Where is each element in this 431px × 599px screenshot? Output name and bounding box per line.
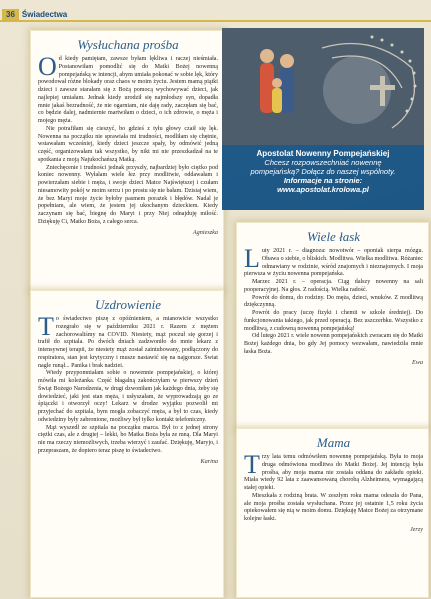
article-body: [38, 52, 218, 227]
paragraph: rzy lata temu odmówiłem nowennę pompejańską. Była to moja druga odmówiona modlitwa do Matki Bożej. Jej intencją była prośba, aby moja mama nie została oddana do zakładu opieki. Miała wtedy 92 lata z zaawansowaną chorobą Alzheimera, wymagającą stałej opieki.: [244, 454, 423, 491]
paragraph: Zniechęcenie i trudności jednak przyszły, najbardziej było ciężko pod koniec nowenny. Wyłalam wiele łez przy modlitwie, oddawałam i powierzałam siebie i męża, i swoje dzieci Matce Najświętszej i czułam niesamowity pokój w moim sercu i po prostu się nie bałam. Dzisiaj wiem, że bez Maryi moje życie byłoby pasmem porażek i błędów. Nadal je popełniam, ale wiem, że jestem jej ukochanym dzieckiem. Kiedy zaczynam się bać, biegnę do Maryi i przy Niej odnajduję miłość. Dziękuję Ci, Matko Boża, z całego serca.: [38, 164, 218, 225]
family-rosary-photo: [222, 28, 424, 145]
article-title: Mama: [316, 435, 351, 450]
advert-title: Apostolat Nowenny Pompejańskiej: [256, 149, 390, 158]
page-number: 36: [2, 9, 19, 20]
paragraph: Nie potrafiłam się cieszyć, bo gdzieś z tyłu głowy czaił się lęk. Nowenna na początku nie sprawiała mi trudności, modliłam się chętnie, wstawałam wcześniej, kiedy dzieci jeszcze spały, by odmówić jedną część, organizowałam tak wszystko, by nikt mi nie przeszkadzał na te spotkania z moją Najukochańszą Matką.: [38, 125, 218, 163]
page-header: [0, 8, 431, 20]
article-wiele-lask: [236, 222, 429, 430]
article-mama: [236, 428, 429, 598]
advert-text: Chcesz rozpowszechniać nowennę: [264, 158, 382, 167]
advert-info-label: Informacje na stronie:: [283, 176, 363, 185]
article-body: [38, 312, 218, 456]
paragraph: Mieszkała z rodziną brata. W zeszłym roku mama odeszła do Pana, ale moja prośba została wysłuchana. Przez jej ostatnie 1,5 roku życia opiekowałem się nią w moim domu. Dziękuję Matce Bożej za otrzymane kolejne łaski.: [244, 492, 423, 522]
signature: Karina: [200, 457, 218, 465]
paragraph: Powrót do domu, do rodziny. Do męża, dzieci, wnuków. Z modlitwą dziękczynną.: [244, 294, 423, 309]
signature: Agnieszka: [192, 228, 218, 236]
paragraph: o świadectwo piszę z opóźnieniem, a mianowicie wszystko rozegrało się w październiku 2021 r. Razem z mężem zachorowaliśmy na COVID. Niestety, mąż poczuł się gorzej i trafił do szpitala. Po dwóch dniach zadzwoniło do mnie lekarz z intensywnej terapii, że niestety mąż został zaintubowany, podłączony do respiratora, stan jest krytyczny i musze nastawić się na najgorsze. Świat nagle runął... Panika i brak nadziei.: [38, 316, 218, 369]
paragraph: Powrót do pracy (uczę fizyki i chemii w szkole średniej). Do funkcjonowania takiego, jak przed operacją. Bez uszczerbku. Wszystko z modlitwą, z cudowną nowenną pompejańską!: [244, 310, 423, 332]
article-title: Wiele łask: [306, 229, 361, 244]
article-body: [244, 450, 423, 524]
paragraph: d kiedy pamiętam, zawsze byłam lękliwa i raczej nieśmiała. Postanowiłam pomodlić się do Matki Bożej nowenną pompejańską w intencji, abym umiała pokonać w sobie lęk, który powodował różne blokady oraz chaos w moim życiu. Jestem mamą piątki dzieci i zawsze starałam się z Bożą pomocą wychowywać dzieci, jak najlepiej umiałam. Jednak kiedy urodził się najmłodszy syn, dopadła mnie jakaś bezradność, że nie ogarniam, nie daję rady, zaczęłam się bać, co będzie dalej, nadmiernie martwiłam o dzieci, o ich zdrowie, o męża i mojego męża.: [38, 56, 218, 124]
paragraph: Od lutego 2021 r. wiele nowenn pompejańskich zwracam się do Matki Bożej każdego dnia, bo gdy Jej pomocy wezwałam, nawiedziła mnie łaska Boża.: [244, 333, 423, 355]
paragraph: Mąż wyszedł ze szpitala na początku marca. Był to z jednej strony ciężki czas, ale z drugiej – lekki, bo Matka Boża była ze mną. Dla Maryi nie ma rzeczy niemożliwych, trzeba wierzyć i zaufać. Dziękuję, Maryjo, i przepraszam, że dopiero teraz piszę to świadectwo.: [38, 424, 218, 454]
header-divider: [0, 20, 431, 22]
drop-cap: T: [38, 312, 54, 341]
paragraph: Wtedy przypomniałam sobie o nowennie pompejańskiej, o której mówiła mi koleżanka. Część błagalną zakończyłam w pierwszy dzień Świąt Bożego Narodzenia, w drugi dzwoniłam jak każdego dnia, żeby się dowiedzieć, jaki jest stan męża, i usłyszałam, że wyprowadzają go ze śpiączki i otworzył oczy! Lekarz w drodze wyjątku pozwolił mi przyjechać do szpitala, bym mogła zobaczyć męża, a był to czas, kiedy odwiedziny były zabronione, możliwy był tylko kontakt telefoniczny.: [38, 370, 218, 423]
paragraph: Marzec 2021 r. – operacja. Ciąg dalszy nowenny na sali pooperacyjnej. Na głos. Z radością. Wielka radość.: [244, 279, 423, 293]
article-title: Uzdrowienie: [95, 297, 161, 312]
paragraph: uty 2021 r. – diagnoza: nowotwór – oponiak sierpa mózgu. Obawa o siebie, o bliskich. Modlitwa. Wielka modlitwa. Różaniec odmawiany w rodzinie, wśród znajomych i nieznajomych. I moja pierwsza w życiu nowenna pompejańska.: [244, 248, 423, 278]
article-uzdrowienie: [30, 290, 224, 598]
advert-url[interactable]: www.apostolat.krolowa.pl: [277, 185, 369, 194]
advert-banner: [222, 145, 424, 210]
article-wysluchana-prosba: [30, 30, 224, 292]
article-body: [244, 244, 423, 357]
advert-text: pompejańską? Dołącz do naszej wspólnoty.: [250, 167, 396, 176]
section-title: Świadectwa: [21, 9, 68, 19]
apostolat-advert[interactable]: [222, 28, 424, 210]
article-title: Wysłuchana prośba: [77, 37, 179, 52]
drop-cap: T: [244, 450, 260, 479]
signature: Jerzy: [409, 525, 423, 533]
drop-cap: O: [38, 52, 57, 81]
drop-cap: L: [244, 244, 260, 273]
signature: Ewa: [411, 358, 423, 366]
